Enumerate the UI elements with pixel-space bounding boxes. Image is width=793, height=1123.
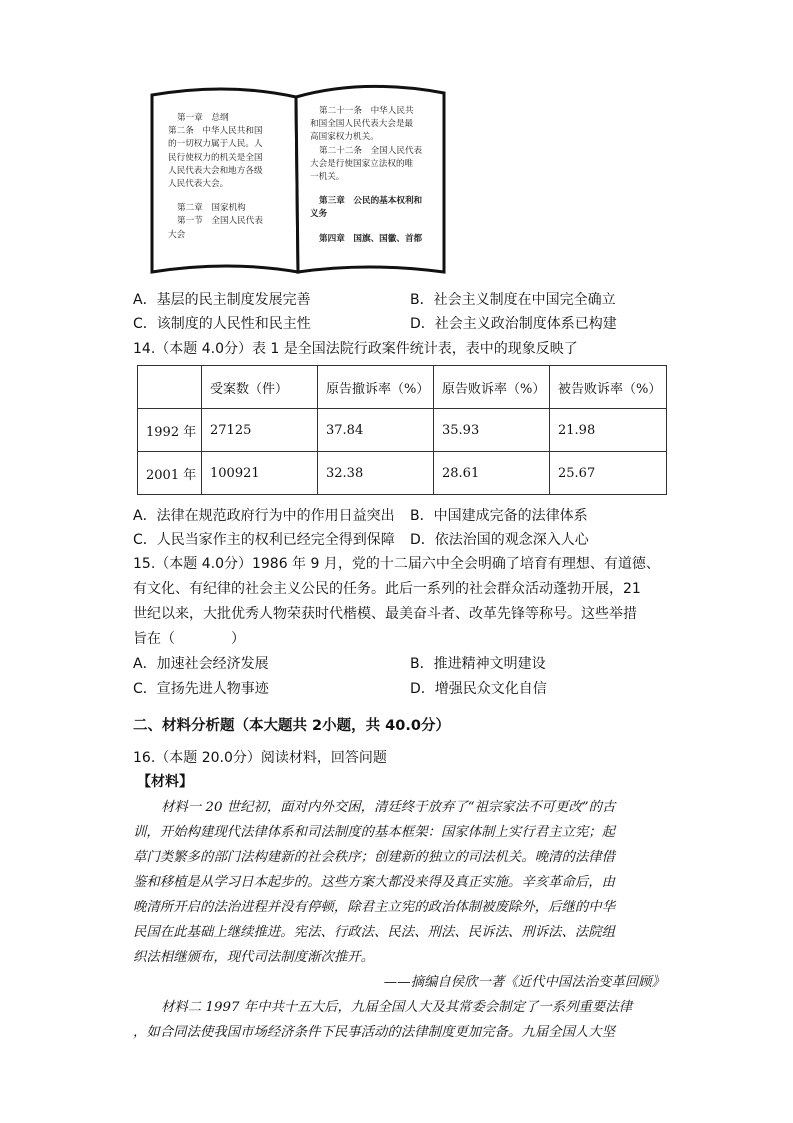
q15-option-b[interactable]: B．推进精神文明建设 (410, 656, 546, 672)
right-line: 第二十一条 中华人民共 (319, 106, 414, 116)
table-header-cell: 原告撤诉率（%） (318, 366, 434, 409)
q14-option-b[interactable]: B．中国建成完备的法律体系 (410, 508, 588, 524)
material1-line: 织法相继颁布，现代司法制度渐次推开。 (133, 950, 375, 965)
table-cell: 32.38 (318, 452, 434, 495)
table-row (138, 452, 667, 495)
q13-option-a[interactable]: A．基层的民主制度发展完善 (133, 292, 311, 308)
right-line: 第三章 公民的基本权利和 (319, 196, 423, 207)
material1-source: ——摘编自侯欣一著《近代中国法治变革回顾》 (383, 975, 665, 990)
right-line: 高国家权力机关。 (310, 132, 379, 143)
table-cell: 25.67 (550, 452, 667, 495)
q13-option-b[interactable]: B．社会主义制度在中国完全确立 (410, 292, 616, 308)
table-cell: 35.93 (434, 409, 550, 452)
q15-option-d[interactable]: D．增强民众文化自信 (410, 681, 547, 697)
q13-option-c[interactable]: C．该制度的人民性和民主性 (133, 316, 311, 332)
table-row (138, 409, 667, 452)
q16-stem: 16.（本题 20.0分）阅读材料，回答问题 (133, 750, 387, 766)
right-line: 第四章 国旗、国徽、首都 (319, 233, 423, 244)
left-line: 第二章 国家机构 (177, 203, 246, 214)
table-cell: 2001 年 (138, 452, 202, 495)
left-line: 人民代表大会。 (168, 179, 229, 190)
material1-line: 晚清所开启的法治进程并没有停顿，除君主立宪的政治体制被废除外，后继的中华 (133, 900, 616, 915)
q13-option-d[interactable]: D．社会主义政治制度体系已构建 (410, 316, 617, 332)
material1-line: 鉴和移植是从学习日本起步的。这些方案大都没来得及真正实施。辛亥革命后，由 (133, 875, 616, 890)
right-line: 一机关。 (310, 172, 345, 183)
q15-stem-line: 旨在（ ） (133, 631, 245, 647)
court-case-statistics-table (137, 365, 667, 495)
right-line: 义务 (310, 209, 328, 220)
table-cell: 21.98 (550, 409, 667, 452)
table-header-cell: 原告败诉率（%） (434, 366, 550, 409)
left-line: 大会 (168, 229, 186, 240)
table-header-cell: 被告败诉率（%） (550, 366, 667, 409)
left-line: 民行使权力的机关是全国 (168, 152, 263, 163)
table-cell: 1992 年 (138, 409, 202, 452)
book-left-page-text (168, 112, 263, 242)
q14-option-c[interactable]: C．人民当家作主的权利已经完全得到保障 (133, 532, 395, 548)
book-right-page-text (310, 105, 422, 246)
table-cell: 100921 (202, 452, 318, 495)
table-cell: 27125 (202, 409, 318, 452)
table-header-cell: 受案数（件） (202, 366, 318, 409)
material1-line: 材料一 20 世纪初，面对内外交困，清廷终于放弃了“祖宗家法不可更改”的古 (161, 800, 616, 815)
right-line: 第二十二条 全国人民代表 (319, 145, 423, 156)
left-line: 第二条 中华人民共和国 (168, 126, 263, 137)
material-tag: 【材料】 (137, 774, 193, 790)
table-cell: 37.84 (318, 409, 434, 452)
q15-stem-line: 15.（本题 4.0分）1986 年 9 月，党的十二届六中全会明确了培育有理想、有道德、 (133, 556, 660, 572)
q15-stem-line: 有文化、有纪律的社会主义公民的任务。此后一系列的社会群众活动蓬勃开展，21 (133, 581, 641, 597)
left-line: 第一章 总纲 (177, 113, 229, 123)
left-line: 人民代表大会和地方各级 (168, 165, 263, 176)
q14-option-a[interactable]: A．法律在规范政府行为中的作用日益突出 (133, 508, 395, 524)
table-cell: 28.61 (434, 452, 550, 495)
left-line: 的一切权力属于人民。人 (168, 139, 263, 150)
left-line: 第一节 全国人民代表 (177, 216, 263, 227)
section-title: 二、材料分析题（本大题共 2小题，共 40.0分） (133, 718, 450, 734)
q14-option-d[interactable]: D．依法治国的观念深入人心 (410, 532, 589, 548)
q15-option-a[interactable]: A．加速社会经济发展 (133, 656, 269, 672)
q15-stem-line: 世纪以来，大批优秀人物荣获时代楷模、最美奋斗者、改革先锋等称号。这些举措 (133, 606, 637, 622)
table-header-row (138, 366, 667, 409)
right-line: 大会是行使国家立法权的唯 (310, 158, 414, 169)
material1-line: 草门类繁多的部门法构建新的社会秩序；创建新的独立的司法机关。晚清的法律借 (133, 850, 616, 865)
right-line: 和国全国人民代表大会是最 (310, 119, 414, 130)
material1-line: 训，开始构建现代法律体系和司法制度的基本框架：国家体制上实行君主立宪；起 (133, 825, 616, 840)
table-header-cell (138, 366, 202, 409)
q15-option-c[interactable]: C．宣扬先进人物事迹 (133, 681, 269, 697)
q14-stem: 14.（本题 4.0分）表 1 是全国法院行政案件统计表，表中的现象反映了 (133, 341, 578, 357)
material2-line: 材料二 1997 年中共十五大后，九届全国人大及其常委会制定了一系列重要法律 (161, 1000, 633, 1015)
material2-line: ，如合同法使我国市场经济条件下民事活动的法律制度更加完备。九届全国人大坚 (133, 1025, 616, 1040)
material1-line: 民国在此基础上继续推进。宪法、行政法、民法、刑法、民诉法、刑诉法、法院组 (133, 925, 616, 940)
